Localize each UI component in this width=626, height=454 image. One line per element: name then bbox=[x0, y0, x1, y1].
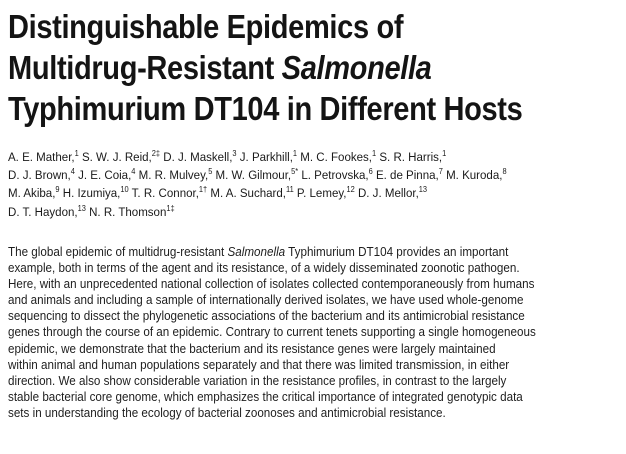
affiliation-marker: 1 bbox=[74, 149, 79, 158]
affiliation-marker: 3 bbox=[232, 149, 237, 158]
author-line bbox=[8, 149, 622, 167]
author-name: S. R. Harris, bbox=[379, 150, 443, 164]
article-header bbox=[8, 6, 620, 420]
affiliation-marker: 11 bbox=[285, 185, 294, 195]
affiliation-marker: 1 bbox=[292, 149, 298, 158]
affiliation-marker: 2‡ bbox=[151, 149, 161, 158]
affiliation-marker: 13 bbox=[418, 185, 428, 195]
abstract-line: epidemic, we demonstrate that the bacterium and its resistance genes were largely maintained bbox=[8, 341, 496, 356]
abstract-line: direction. We also show considerable variation in the resistance profiles, in contrast to the largely bbox=[8, 373, 507, 388]
title-line-2-text: Multidrug-Resistant bbox=[8, 49, 282, 86]
affiliation-marker: 4 bbox=[70, 167, 75, 177]
author-name: D. J. Mellor, bbox=[357, 186, 419, 201]
affiliation-marker: 1 bbox=[442, 149, 447, 158]
author-name: M. W. Gilmour, bbox=[215, 168, 292, 183]
author-name: M. Akiba, bbox=[8, 186, 56, 201]
author-name: J. Parkhill, bbox=[239, 150, 293, 164]
abstract-line: genes through the course of an epidemic. Contrary to current tenets supporting a single homogeneous bbox=[8, 325, 536, 340]
article-title bbox=[8, 6, 624, 129]
abstract-line: sequencing to dissect the phylogenetic associations of the bacterium and its antimicrobial resistance bbox=[8, 309, 525, 324]
author-name: E. de Pinna, bbox=[375, 168, 439, 183]
affiliation-marker: 1† bbox=[198, 185, 208, 195]
affiliation-marker: 7 bbox=[438, 167, 443, 177]
affiliation-marker: 13 bbox=[77, 203, 86, 213]
affiliation-marker: 4 bbox=[131, 167, 136, 177]
abstract-line: within animal and human populations separately and that there was limited transmission, in either bbox=[8, 357, 510, 372]
abstract bbox=[8, 244, 619, 421]
author-name: D. J. Maskell, bbox=[163, 150, 233, 164]
author-name: M. Kuroda, bbox=[446, 168, 503, 183]
title-line-1: Distinguishable Epidemics of bbox=[8, 8, 404, 45]
affiliation-marker: 5* bbox=[291, 167, 299, 177]
abstract-line: and animals and including a sample of internationally derived isolates, we have used whole-genome bbox=[8, 293, 524, 308]
author-line bbox=[8, 204, 622, 222]
author-name: M. C. Fookes, bbox=[300, 150, 373, 164]
affiliation-marker: 8 bbox=[502, 167, 507, 177]
abstract-line: sets in understanding the ecology of bacterial zoonoses and antimicrobial resistance. bbox=[8, 405, 446, 420]
author-name: N. R. Thomson bbox=[89, 204, 167, 219]
abstract-line-1-end: Typhimurium DT104 provides an important bbox=[285, 245, 509, 259]
author-list bbox=[8, 149, 622, 222]
affiliation-marker: 10 bbox=[120, 185, 129, 195]
title-line-3: Typhimurium DT104 in Different Hosts bbox=[8, 90, 523, 127]
abstract-line: Here, with an unprecedented national collection of isolates collected contemporaneously from humans bbox=[8, 277, 535, 292]
title-italic-genus: Salmonella bbox=[281, 49, 432, 86]
affiliation-marker: 1‡ bbox=[166, 203, 175, 213]
author-name: M. R. Mulvey, bbox=[138, 168, 209, 183]
author-line bbox=[8, 167, 622, 185]
abstract-line-1-start: The global epidemic of multidrug-resistant bbox=[8, 245, 228, 259]
author-name: T. R. Connor, bbox=[131, 186, 199, 201]
author-line bbox=[8, 185, 622, 203]
author-name: D. J. Brown, bbox=[8, 168, 71, 183]
abstract-italic-genus: Salmonella bbox=[227, 245, 286, 259]
abstract-line: stable bacterial core genome, which emphasizes the critical importance of integrated genotypic data bbox=[8, 389, 523, 404]
author-name: D. T. Haydon, bbox=[8, 204, 78, 219]
author-name: M. A. Suchard, bbox=[210, 186, 286, 201]
abstract-line: example, both in terms of the agent and its resistance, of a widely disseminated zoonotic pathogen. bbox=[8, 261, 520, 276]
affiliation-marker: 9 bbox=[55, 185, 60, 195]
author-name: J. E. Coia, bbox=[78, 168, 132, 183]
affiliation-marker: 6 bbox=[368, 167, 373, 177]
affiliation-marker: 1 bbox=[372, 149, 377, 158]
author-name: A. E. Mather, bbox=[8, 150, 75, 164]
author-name: H. Izumiya, bbox=[62, 186, 121, 201]
title-line-2 bbox=[8, 47, 624, 88]
author-name: L. Petrovska, bbox=[301, 168, 369, 183]
abstract-line bbox=[8, 244, 619, 260]
author-name: P. Lemey, bbox=[296, 186, 347, 201]
author-name: S. W. J. Reid, bbox=[81, 150, 152, 164]
affiliation-marker: 12 bbox=[346, 185, 355, 195]
affiliation-marker: 5 bbox=[208, 167, 213, 177]
